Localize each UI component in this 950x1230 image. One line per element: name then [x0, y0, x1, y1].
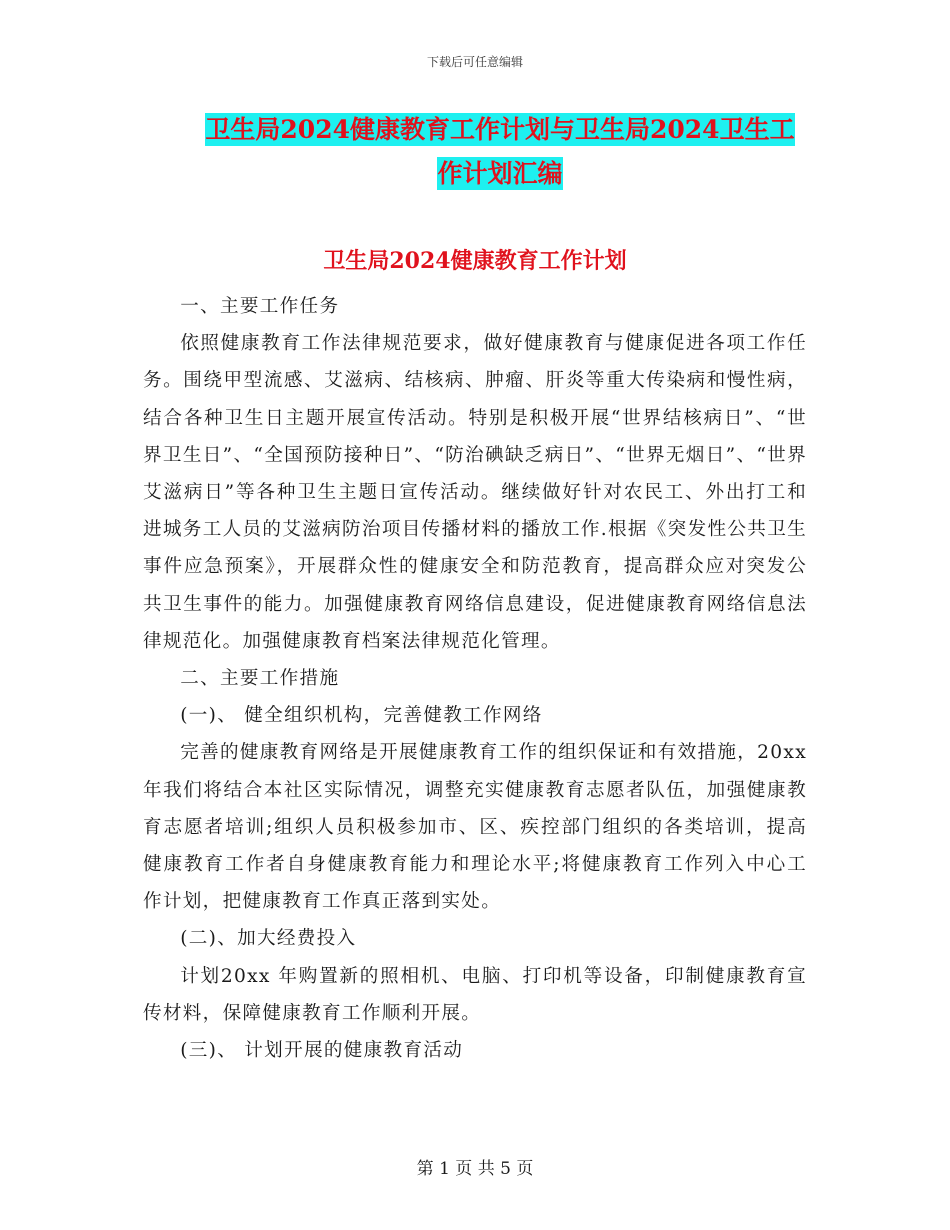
- document-title: [150, 108, 850, 196]
- section-title: 卫生局2024健康教育工作计划: [323, 248, 627, 274]
- document-title-line-2: 作计划汇编: [437, 159, 563, 188]
- subheading-activities: (三)、 计划开展的健康教育活动: [180, 1040, 464, 1062]
- paragraph-main-tasks: 依照健康教育工作法律规范要求，做好健康教育与健康促进各项工作任务。围绕甲型流感、艾滋病、结核病、肿瘤、肝炎等重大传染病和慢性病，结合各种卫生日主题开展宣传活动。特别是积极开展“世界结核病日”、“世界卫生日”、“全国预防接种日”、“防治碘缺乏病日”、“世界无烟日”、“世界艾滋病日”等各种卫生主题日宣传活动。继续做好针对农民工、外出打工和进城务工人员的艾滋病防治项目传播材料的播放工作.根据《突发性公共卫生事件应急预案》，开展群众性的健康安全和防范教育，提高群众应对突发公共卫生事件的能力。加强健康教育网络信息建设，促进健康教育网络信息法律规范化。加强健康教育档案法律规范化管理。: [143, 333, 807, 652]
- heading-main-measures: 二、主要工作措施: [180, 668, 340, 690]
- header-note: 下载后可任意编辑: [426, 55, 523, 69]
- body-text: [143, 288, 807, 1069]
- paragraph-funding: 计划20xx 年购置新的照相机、电脑、打印机等设备，印制健康教育宣传材料，保障健康教育工作顺利开展。: [143, 965, 807, 1024]
- page-footer: 第 1 页 共 5 页: [416, 1159, 534, 1179]
- subheading-funding: (二)、加大经费投入: [180, 928, 357, 950]
- paragraph-organization: 完善的健康教育网络是开展健康教育工作的组织保证和有效措施，20xx 年我们将结合本社区实际情况，调整充实健康教育志愿者队伍，加强健康教育志愿者培训;组织人员积极参加市、区、疾控部门组织的各类培训，提高健康教育工作者自身健康教育能力和理论水平;将健康教育工作列入中心工作计划，把健康教育工作真正落到实处。: [143, 742, 807, 913]
- heading-main-tasks: 一、主要工作任务: [180, 296, 340, 317]
- document-title-line-1: 卫生局2024健康教育工作计划与卫生局2024卫生工: [205, 115, 795, 144]
- subheading-organization: (一)、 健全组织机构，完善健教工作网络: [180, 705, 543, 727]
